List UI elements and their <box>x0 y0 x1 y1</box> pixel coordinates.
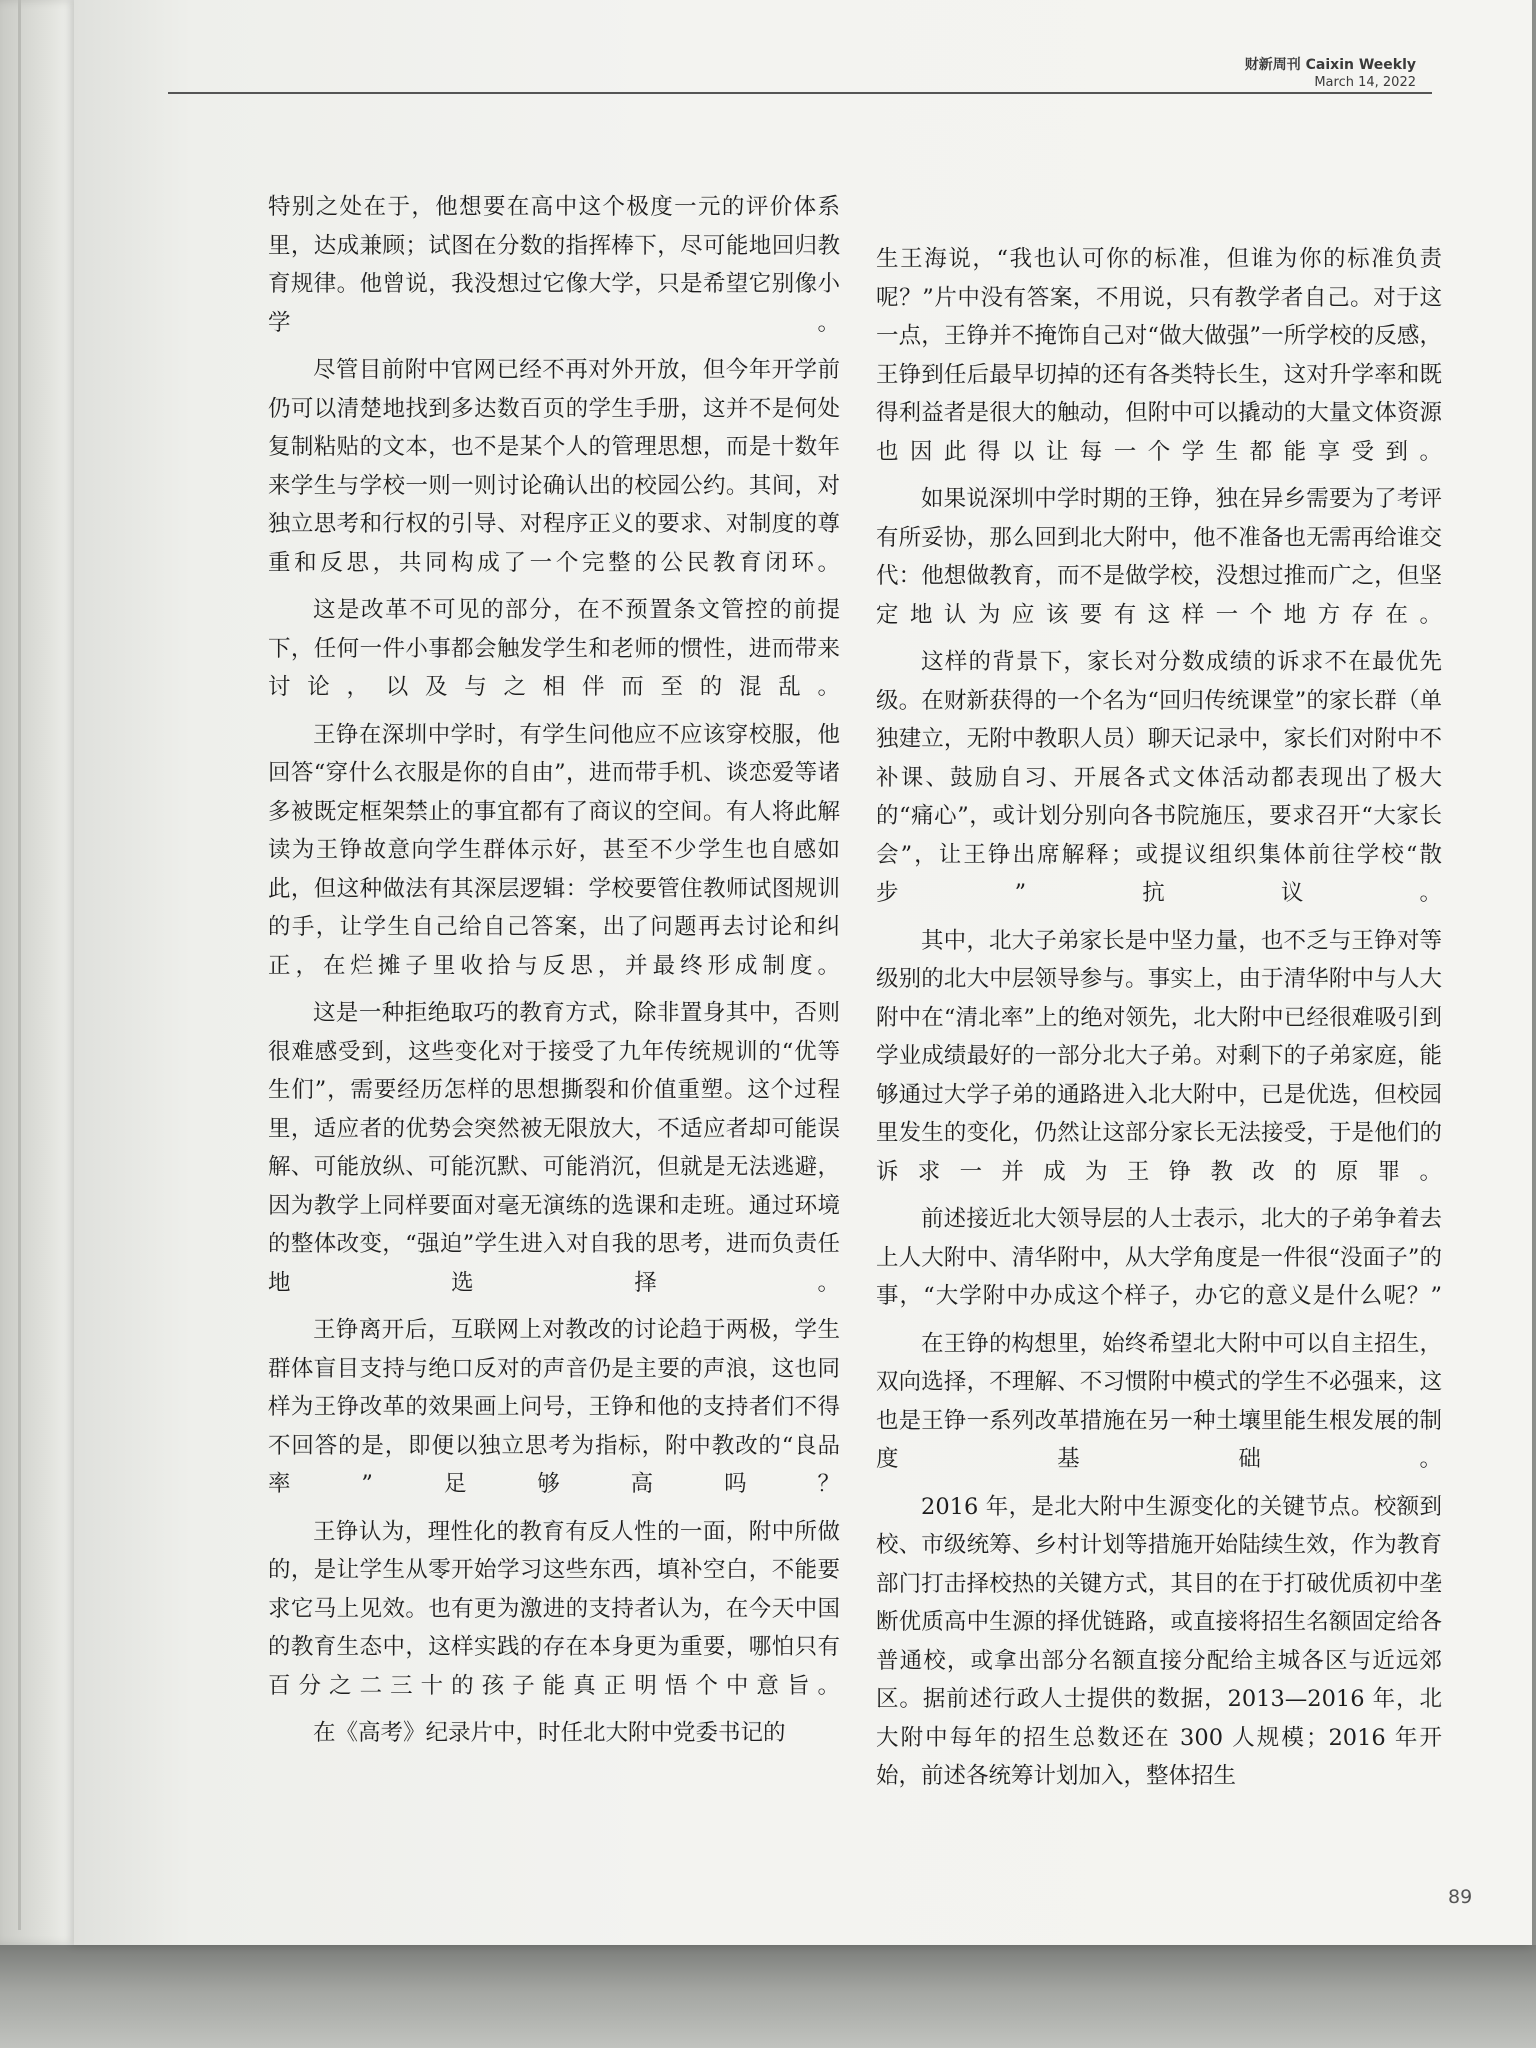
paragraph: 这是一种拒绝取巧的教育方式，除非置身其中，否则很难感受到，这些变化对于接受了九年传统规训的“优等生们”，需要经历怎样的思想撕裂和价值重塑。这个过程里，适应者的优势会突然被无限放大，不适应者却可能误解、可能放纵、可能沉默、可能消沉，但就是无法逃避，因为教学上同样要面对毫无演练的选课和走班。通过环境的整体改变，“强迫”学生进入对自我的思考，进而负责任地选择。 <box>268 1000 840 1296</box>
paragraph: 特别之处在于，他想要在高中这个极度一元的评价体系里，达成兼顾；试图在分数的指挥棒下，尽可能地回归教育规律。他曾说，我没想过它像大学，只是希望它别像小学。 <box>268 194 840 336</box>
right-text-column <box>876 240 1442 1805</box>
paragraph: 在《高考》纪录片中，时任北大附中党委书记的 <box>313 1720 786 1746</box>
issue-date: March 14, 2022 <box>1314 75 1416 90</box>
paragraph: 尽管目前附中官网已经不再对外开放，但今年开学前仍可以清楚地找到多达数百页的学生手册，这并不是何处复制粘贴的文本，也不是某个人的管理思想，而是十数年来学生与学校一则一则讨论确认出的校园公约。其间，对独立思考和行权的引导、对程序正义的要求、对制度的尊重和反思，共同构成了一个完整的公民教育闭环。 <box>268 357 840 576</box>
desk-surface <box>0 1945 1536 2048</box>
paragraph: 在王铮的构想里，始终希望北大附中可以自主招生，双向选择，不理解、不习惯附中模式的学生不必强来，这也是王铮一系列改革措施在另一种土壤里能生根发展的制度基础。 <box>876 1330 1442 1472</box>
paragraph: 这是改革不可见的部分，在不预置条文管控的前提下，任何一件小事都会触发学生和老师的惯性，进而带来讨论，以及与之相伴而至的混乱。 <box>268 597 840 700</box>
paragraph: 其中，北大子弟家长是中坚力量，也不乏与王铮对等级别的北大中层领导参与。事实上，由于清华附中与人大附中在“清北率”上的绝对领先，北大附中已经很难吸引到学业成绩最好的一部分北大子弟。对剩下的子弟家庭，能够通过大学子弟的通路进入北大附中，已是优选，但校园里发生的变化，仍然让这部分家长无法接受，于是他们的诉求一并成为王铮教改的原罪。 <box>876 927 1442 1185</box>
paragraph: 王铮离开后，互联网上对教改的讨论趋于两极，学生群体盲目支持与绝口反对的声音仍是主要的声浪，这也同样为王铮改革的效果画上问号，王铮和他的支持者们不得不回答的是，即便以独立思考为指标，附中教改的“良品率”足够高吗？ <box>268 1317 840 1497</box>
paragraph: 生王海说，“我也认可你的标准，但谁为你的标准负责呢？”片中没有答案，不用说，只有教学者自己。对于这一点，王铮并不掩饰自己对“做大做强”一所学校的反感，王铮到任后最早切掉的还有各类特长生，这对升学率和既得利益者是很大的触动，但附中可以撬动的大量文体资源也因此得以让每一个学生都能享受到。 <box>876 246 1442 465</box>
page-number: 89 <box>1448 1886 1473 1908</box>
page-header <box>1245 56 1416 92</box>
header-rule <box>168 92 1432 94</box>
paragraph: 如果说深圳中学时期的王铮，独在异乡需要为了考评有所妥协，那么回到北大附中，他不准备也无需再给谁交代：他想做教育，而不是做学校，没想过推而广之，但坚定地认为应该要有这样一个地方存在。 <box>876 486 1442 628</box>
paragraph: 这样的背景下，家长对分数成绩的诉求不在最优先级。在财新获得的一个名为“回归传统课堂”的家长群（单独建立，无附中教职人员）聊天记录中，家长们对附中不补课、鼓励自习、开展各式文体活动都表现出了极大的“痛心”，或计划分别向各书院施压，要求召开“大家长会”，让王铮出席解释；或提议组织集体前往学校“散步”抗议。 <box>876 649 1442 906</box>
paragraph: 2016 年，是北大附中生源变化的关键节点。校额到校、市级统筹、乡村计划等措施开始陆续生效，作为教育部门打击择校热的关键方式，其目的在于打破优质初中垄断优质高中生源的择优链路，或直接将招生名额固定给各普通校，或拿出部分名额直接分配给主城各区与近远郊区。据前述行政人士提供的数据，2013—2016 年，北大附中每年的招生总数还在 300 人规模；2016 年开始，前述各统筹计划加入，整体招生 <box>876 1493 1442 1789</box>
left-text-column <box>268 188 840 1762</box>
paragraph: 王铮认为，理性化的教育有反人性的一面，附中所做的，是让学生从零开始学习这些东西，填补空白，不能要求它马上见效。也有更为激进的支持者认为，在今天中国的教育生态中，这样实践的存在本身更为重要，哪怕只有百分之二三十的孩子能真正明悟个中意旨。 <box>268 1518 840 1699</box>
paragraph: 前述接近北大领导层的人士表示，北大的子弟争着去上人大附中、清华附中，从大学角度是一件很“没面子”的事，“大学附中办成这个样子，办它的意义是什么呢？” <box>876 1206 1442 1309</box>
publication-title: 财新周刊 Caixin Weekly <box>1244 57 1416 73</box>
paragraph: 王铮在深圳中学时，有学生问他应不应该穿校服，他回答“穿什么衣服是你的自由”，进而带手机、谈恋爱等诸多被既定框架禁止的事宜都有了商议的空间。有人将此解读为王铮故意向学生群体示好，甚至不少学生也自感如此，但这种做法有其深层逻辑：学校要管住教师试图规训的手，让学生自己给自己答案，出了问题再去讨论和纠正，在烂摊子里收拾与反思，并最终形成制度。 <box>268 721 840 979</box>
